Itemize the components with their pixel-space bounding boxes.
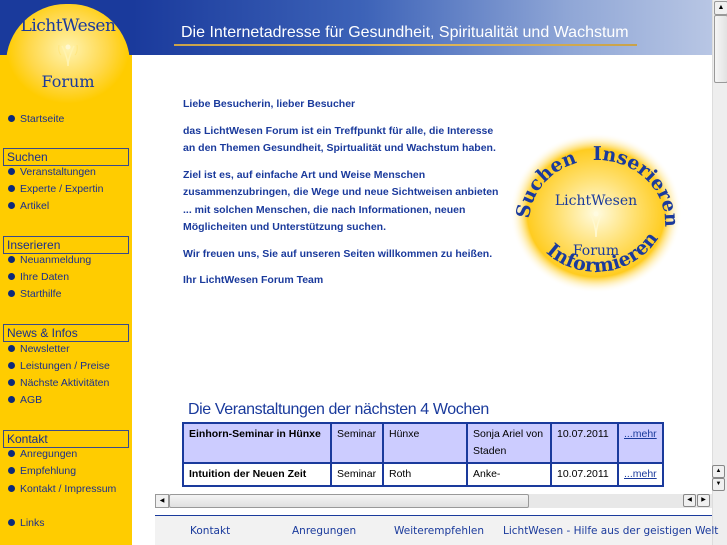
sidebar-item-label: Veranstaltungen bbox=[20, 166, 96, 178]
event-type: Seminar bbox=[331, 463, 383, 486]
bullet-icon bbox=[8, 485, 15, 492]
event-person: Anke- bbox=[467, 463, 551, 486]
page-title: Die Internetadresse für Gesundheit, Spiritualität und Wachstum bbox=[181, 24, 629, 41]
sidebar-item-label: Kontakt / Impressum bbox=[20, 483, 117, 495]
sidebar-item-impressum[interactable] bbox=[8, 482, 116, 497]
bullet-icon bbox=[8, 519, 15, 526]
bullet-icon bbox=[8, 273, 15, 280]
header-banner bbox=[132, 0, 712, 55]
frame-scroll-down-button[interactable]: ▼ bbox=[712, 478, 725, 491]
sidebar-item-leistungen[interactable] bbox=[8, 359, 110, 374]
scroll-right-button[interactable]: ▶ bbox=[697, 494, 710, 507]
bullet-icon bbox=[8, 290, 15, 297]
logo-top-text: LichtWesen bbox=[20, 16, 116, 36]
more-link[interactable]: ...mehr bbox=[624, 468, 657, 480]
banner-underline bbox=[174, 44, 637, 46]
footer-link-lichtwesen[interactable]: LichtWesen - Hilfe aus der geistigen Welt bbox=[503, 525, 719, 537]
footer-link-anregungen[interactable]: Anregungen bbox=[292, 525, 357, 537]
event-type: Seminar bbox=[331, 423, 383, 463]
table-row bbox=[183, 423, 663, 463]
event-more-cell bbox=[618, 463, 663, 486]
sidebar-item-neuanmeldung[interactable] bbox=[8, 253, 91, 268]
frame-scroll-up-button[interactable]: ▲ bbox=[712, 465, 725, 478]
logo-bottom-text: Forum bbox=[41, 72, 95, 91]
bullet-icon bbox=[8, 396, 15, 403]
event-title: Einhorn-Seminar in Hünxe bbox=[183, 423, 331, 463]
more-link[interactable]: ...mehr bbox=[624, 428, 657, 440]
sidebar-item-label: Starthilfe bbox=[20, 288, 62, 300]
intro-paragraph-1: das LichtWesen Forum ist ein Treffpunkt für alle, die Interesse an den Themen Gesundheit, Spirtualität und Wachstum haben. bbox=[183, 124, 496, 154]
scroll-left-button-2[interactable]: ◀ bbox=[683, 494, 696, 507]
sidebar-heading-kontakt: Kontakt bbox=[3, 430, 129, 448]
sidebar-item-label: Empfehlung bbox=[20, 465, 77, 477]
sidebar-item-label: Startseite bbox=[20, 113, 65, 125]
event-place: Hünxe bbox=[383, 423, 467, 463]
bullet-icon bbox=[8, 202, 15, 209]
svg-text:Inserieren: Inserieren bbox=[592, 143, 683, 228]
scroll-up-button[interactable]: ▲ bbox=[714, 1, 727, 15]
bullet-icon bbox=[8, 256, 15, 263]
events-heading: Die Veranstaltungen der nächsten 4 Wochen bbox=[188, 401, 489, 418]
sidebar-item-label: Ihre Daten bbox=[20, 271, 70, 283]
sidebar bbox=[0, 0, 132, 545]
event-date: 10.07.2011 bbox=[551, 423, 618, 463]
bullet-icon bbox=[8, 168, 15, 175]
event-date: 10.07.2011 bbox=[551, 463, 618, 486]
site-logo[interactable] bbox=[6, 4, 130, 104]
intro-text bbox=[183, 96, 503, 299]
sidebar-item-label: Newsletter bbox=[20, 343, 70, 355]
event-place: Roth bbox=[383, 463, 467, 486]
intro-paragraph-2a: Ziel ist es, auf einfache Art und Weise Menschen zusammenzubringen, die Wege und neue Sichtweisen anbieten bbox=[183, 168, 499, 198]
bullet-icon bbox=[8, 467, 15, 474]
svg-text:LichtWesen: LichtWesen bbox=[554, 193, 638, 209]
sidebar-item-label: Links bbox=[20, 517, 45, 529]
sidebar-item-experte[interactable] bbox=[8, 182, 103, 197]
footer-link-kontakt[interactable]: Kontakt bbox=[190, 525, 231, 537]
sidebar-item-label: Artikel bbox=[20, 200, 50, 212]
bullet-icon bbox=[8, 362, 15, 369]
sidebar-item-ihre-daten[interactable] bbox=[8, 270, 69, 285]
events-table bbox=[182, 422, 664, 487]
sidebar-item-agb[interactable] bbox=[8, 393, 42, 408]
sidebar-heading-suchen: Suchen bbox=[3, 148, 129, 166]
bullet-icon bbox=[8, 345, 15, 352]
event-title: Intuition der Neuen Zeit bbox=[183, 463, 331, 486]
scroll-thumb[interactable] bbox=[714, 15, 727, 83]
sidebar-item-newsletter[interactable] bbox=[8, 342, 70, 357]
sidebar-item-aktivitaeten[interactable] bbox=[8, 376, 109, 391]
intro-paragraph-2b: ... mit solchen Menschen, die nach Informationen, neuen Möglicheiten und Unterstützung suchen. bbox=[183, 203, 466, 233]
sidebar-item-label: Nächste Aktivitäten bbox=[20, 377, 110, 389]
sidebar-item-starthilfe[interactable] bbox=[8, 287, 61, 302]
events-frame bbox=[155, 419, 712, 493]
sidebar-heading-inserieren: Inserieren bbox=[3, 236, 129, 254]
event-more-cell bbox=[618, 423, 663, 463]
svg-text:Forum: Forum bbox=[572, 243, 620, 259]
sidebar-item-label: Neuanmeldung bbox=[20, 254, 92, 266]
sidebar-item-startseite[interactable] bbox=[8, 112, 64, 127]
table-row bbox=[183, 463, 663, 486]
sidebar-item-label: AGB bbox=[20, 394, 43, 406]
sidebar-item-label: Experte / Expertin bbox=[20, 183, 104, 195]
sidebar-item-anregungen[interactable] bbox=[8, 447, 77, 462]
bullet-icon bbox=[8, 115, 15, 122]
sidebar-item-links[interactable] bbox=[8, 516, 45, 531]
light-figure-icon bbox=[58, 42, 78, 68]
sidebar-item-artikel[interactable] bbox=[8, 199, 49, 214]
sidebar-item-label: Leistungen / Preise bbox=[20, 360, 110, 372]
forum-emblem bbox=[507, 133, 685, 293]
svg-text:Suchen: Suchen bbox=[512, 146, 580, 220]
bullet-icon bbox=[8, 185, 15, 192]
page-scrollbar[interactable] bbox=[712, 0, 727, 545]
frame-vertical-scrollbar[interactable] bbox=[712, 465, 726, 491]
sidebar-heading-news: News & Infos bbox=[3, 324, 129, 342]
sidebar-item-label: Anregungen bbox=[20, 448, 78, 460]
intro-paragraph-3: Wir freuen uns, Sie auf unseren Seiten willkommen zu heißen. bbox=[183, 247, 493, 260]
greeting: Liebe Besucherin, lieber Besucher bbox=[183, 98, 356, 110]
event-person: Sonja Ariel von Staden bbox=[467, 423, 551, 463]
sidebar-item-veranstaltungen[interactable] bbox=[8, 165, 96, 180]
sidebar-item-empfehlung[interactable] bbox=[8, 464, 76, 479]
footer-link-weiterempfehlen[interactable]: Weiterempfehlen bbox=[394, 525, 485, 537]
signature: Ihr LichtWesen Forum Team bbox=[183, 274, 324, 286]
scroll-left-button[interactable]: ◀ bbox=[155, 494, 169, 508]
bullet-icon bbox=[8, 379, 15, 386]
frame-horizontal-scrollbar[interactable] bbox=[155, 494, 712, 508]
svg-text:Informieren: Informieren bbox=[542, 227, 663, 278]
bullet-icon bbox=[8, 450, 15, 457]
horizontal-scroll-thumb[interactable] bbox=[169, 494, 529, 508]
